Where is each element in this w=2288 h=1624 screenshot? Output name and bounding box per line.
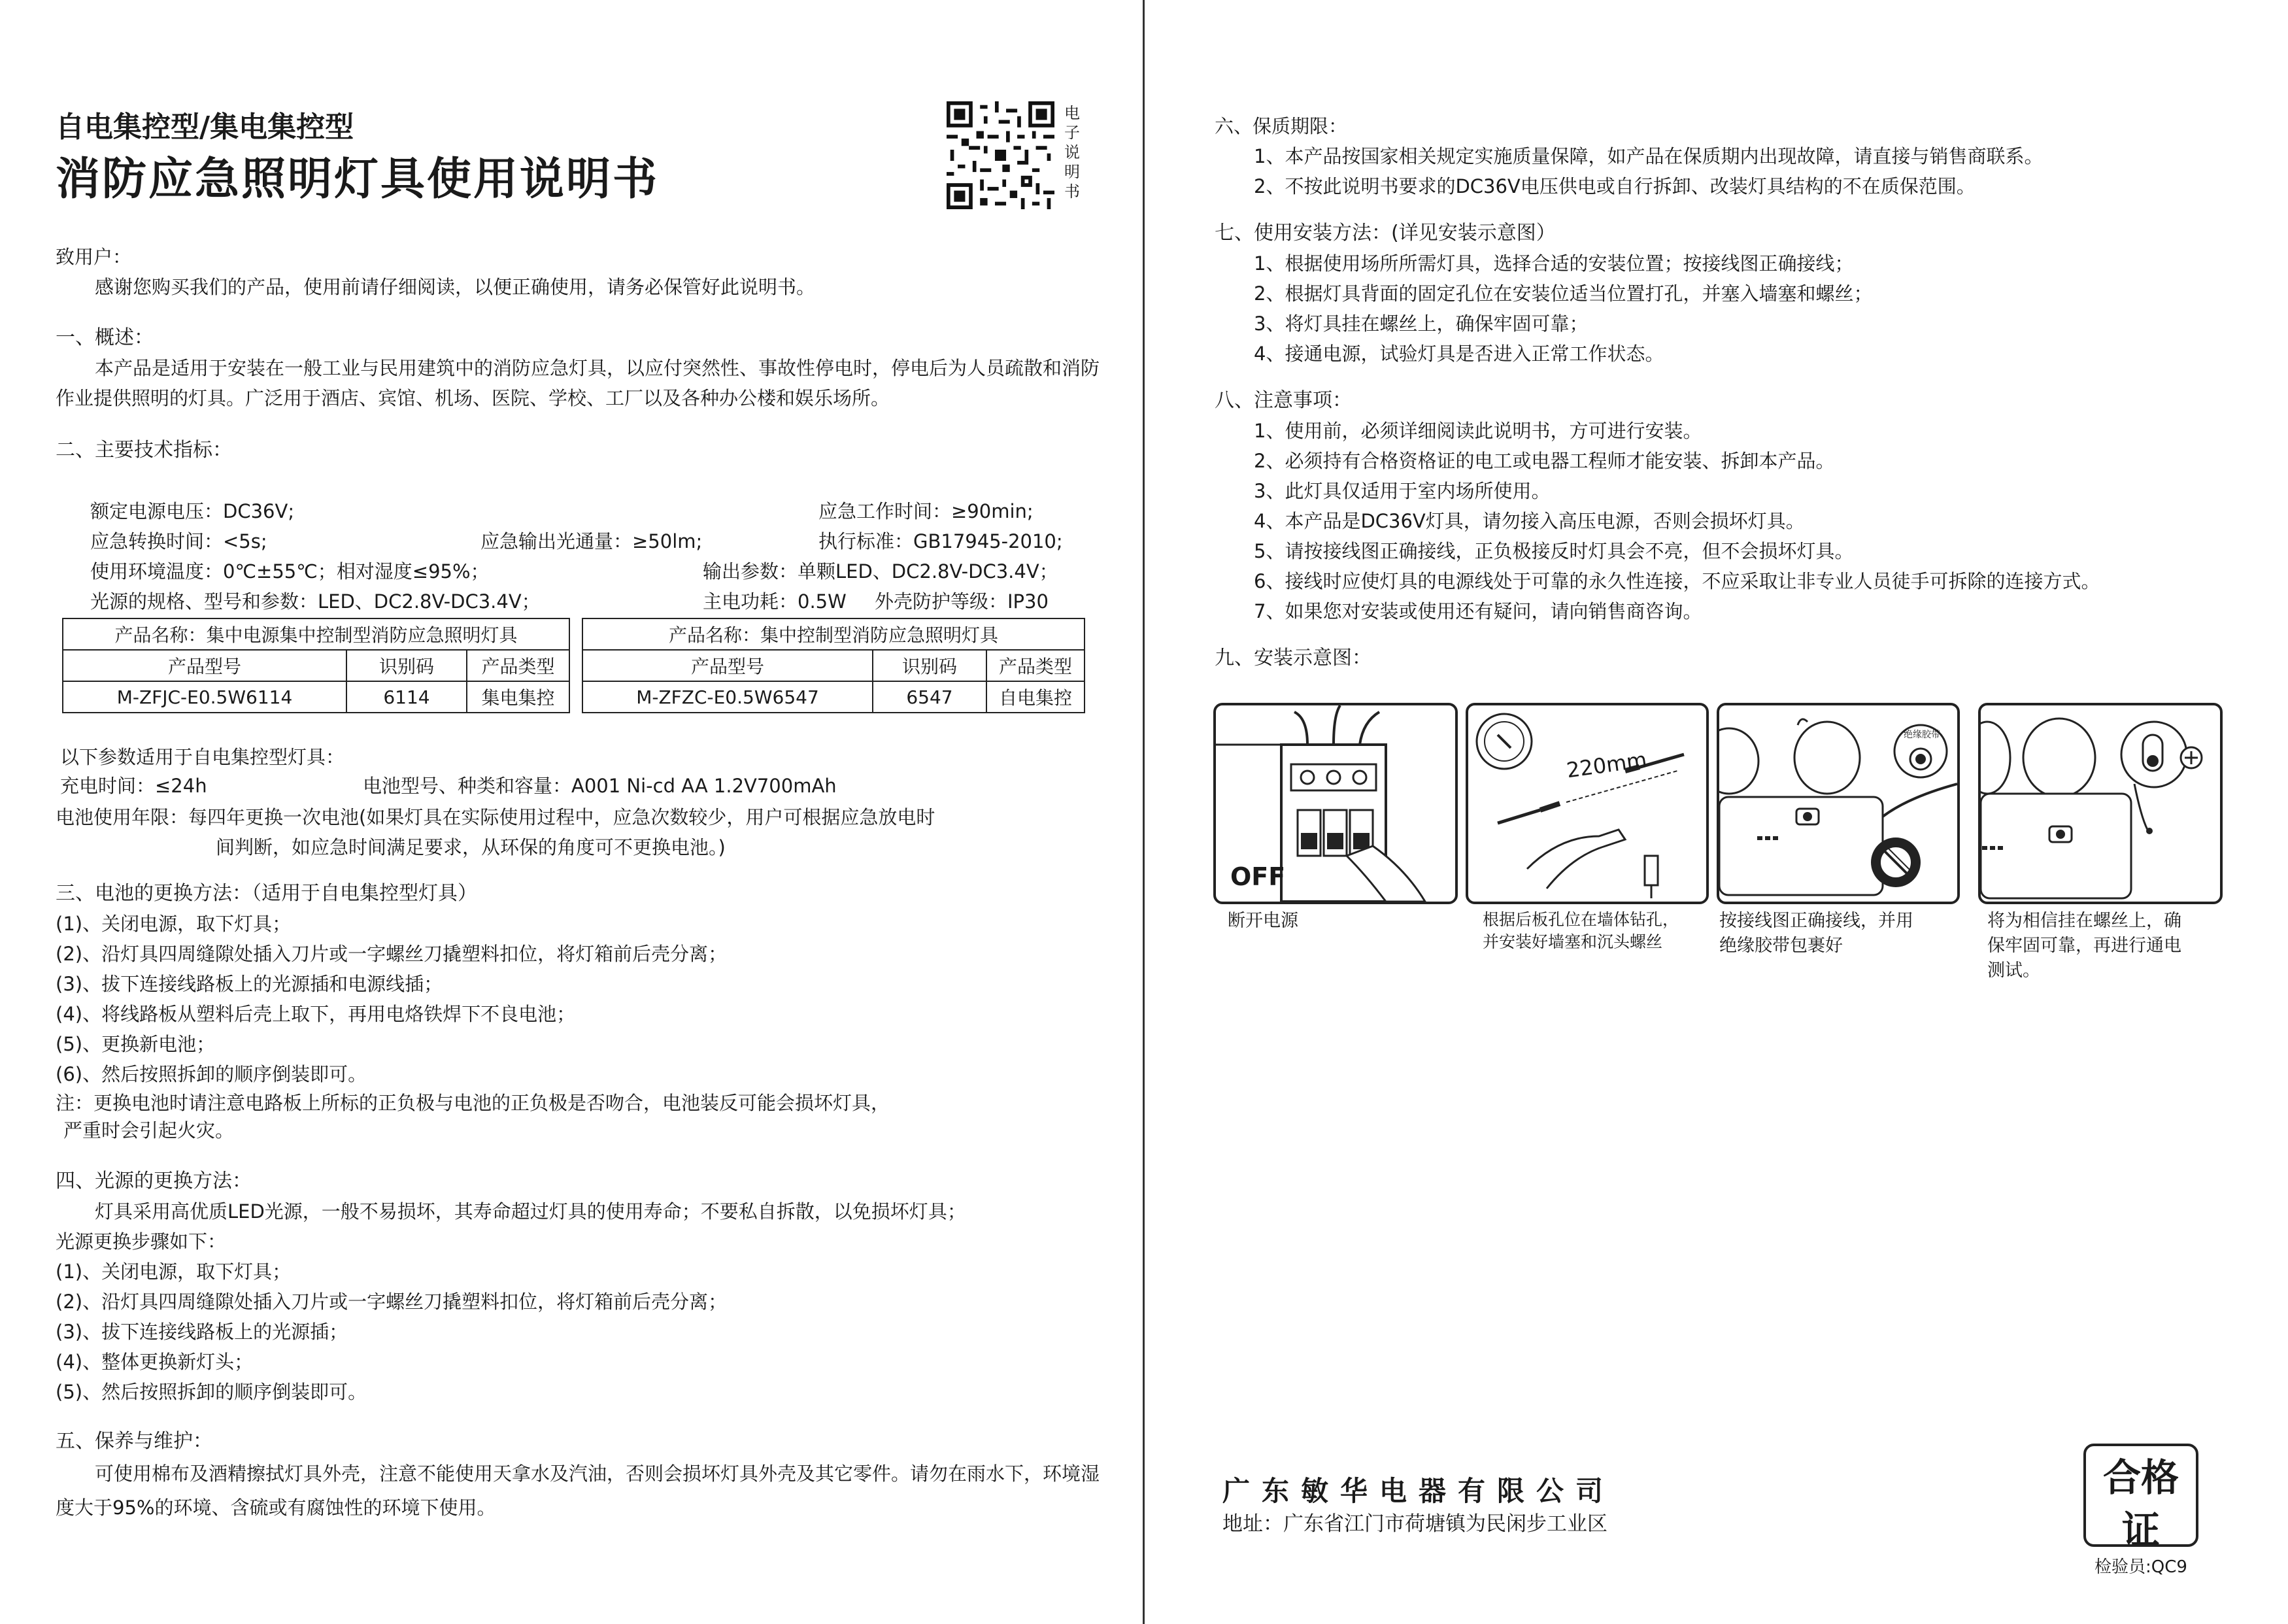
page-divider [1143,0,1145,1624]
list-item: (3)、拔下连接线路板上的光源插和电源线插； [56,973,443,995]
section-1-text: 本产品是适用于安装在一般工业与民用建筑中的消防应急灯具，以应付突然性、事故性停电时，停电后为人员疏散和消防作业提供照明的灯具。广泛用于酒店、宾馆、机场、医院、学校、工厂以及各种办公楼和娱乐场所。 [56,357,1100,409]
caption-line: 将为相信挂在螺丝上，确 [1987,911,2181,931]
install-step-1-caption: 断开电源 [1228,911,1298,931]
product-table-2 [582,618,1085,713]
list-item: 3、此灯具仅适用于室内场所使用。 [1254,480,1551,502]
section-4-heading: 四、光源的更换方法： [56,1170,252,1193]
caption-line: 根据后板孔位在墙体钻孔， [1483,910,1679,929]
product-table-1-title: 产品名称：集中电源集中控制型消防应急照明灯具 [63,618,569,650]
list-item: (1)、关闭电源，取下灯具； [56,1260,292,1283]
section-3-note-line-2: 严重时会引起火灾。 [63,1119,235,1142]
list-item: 4、接通电源，试验灯具是否进入正常工作状态。 [1254,343,1664,365]
product-table-2-title: 产品名称：集中控制型消防应急照明灯具 [582,618,1085,650]
caption-line: 绝缘胶带包裹好 [1719,936,1843,956]
company-address: 地址：广东省江门市荷塘镇为民闲步工业区 [1222,1512,1607,1536]
spec-luminous-flux: 应急输出光通量：≥50lm; [480,530,703,552]
list-item: (3)、拔下连接线路板上的光源插； [56,1321,348,1343]
list-item: 1、根据使用场所所需灯具，选择合适的安装位置；按接线图正确接线； [1254,252,1854,275]
product-table-1 [62,618,570,713]
list-item: 7、如果您对安装或使用还有疑问，请向销售商咨询。 [1254,600,1702,622]
list-item: (5)、更换新电池； [56,1033,216,1055]
table-header: 产品类型 [986,650,1085,681]
section-5-heading: 五、保养与维护： [56,1430,212,1453]
list-item: 2、必须持有合格资格证的电工或电器工程师才能安装、拆卸本产品。 [1254,450,1835,472]
section-8-heading: 八、注意事项： [1215,389,1352,412]
battery-life-line-1: 电池使用年限：每四年更换一次电池(如果灯具在实际使用过程中，应急次数较少，用户可根据应急放电时 [56,806,935,828]
table-header: 识别码 [346,650,467,681]
charge-time: 充电时间：≤24h [60,775,207,797]
list-item: 5、请按接线图正确接线，正负极接反时灯具会不亮，但不会损坏灯具。 [1254,540,1854,562]
list-item: 6、接线时应使灯具的电源线处于可靠的永久性连接，不应采取让非专业人员徒手可拆除的连接方式。 [1254,570,2100,592]
spec-environment: 使用环境温度：0℃±55℃；相对湿度≤95%； [90,560,490,583]
list-item: (2)、沿灯具四周缝隙处插入刀片或一字螺丝刀撬塑料扣位，将灯箱前后壳分离； [56,943,728,965]
list-item: (1)、关闭电源，取下灯具； [56,913,292,935]
section-1-heading: 一、概述： [56,326,154,349]
install-step-4-caption [1987,909,2181,983]
table-cell: M-ZFJC-E0.5W6114 [63,681,346,713]
list-item: (6)、然后按照拆卸的顺序倒装即可。 [56,1063,367,1085]
table-header: 识别码 [873,650,986,681]
greeting-text: 感谢您购买我们的产品，使用前请仔细阅读，以便正确使用，请务必保管好此说明书。 [95,276,816,298]
battery-type: 电池型号、种类和容量：A001 Ni-cd AA 1.2V700mAh [363,775,837,797]
list-item: 3、将灯具挂在螺丝上，确保牢固可靠； [1254,313,1589,335]
spec-output: 输出参数：单颗LED、DC2.8V-DC3.4V； [703,560,1058,583]
tape-label: 绝缘胶带 [1904,730,1940,740]
section-3-heading: 三、电池的更换方法：（适用于自电集控型灯具） [56,882,477,905]
list-item: 2、根据灯具背面的固定孔位在安装位适当位置打孔，并塞入墙塞和螺丝； [1254,282,1873,305]
spec-power: 主电功耗：0.5W [703,590,847,613]
certificate-title: 合格证 [2102,1455,2179,1552]
battery-life-line-2: 间判断，如应急时间满足要求，从环保的角度可不更换电池。) [216,836,726,858]
section-6-heading: 六、保质期限： [1215,115,1348,137]
list-item: (4)、整体更换新灯头； [56,1351,254,1373]
caption-line: 按接线图正确接线，并用 [1719,911,1913,931]
qr-code-icon [947,101,1054,209]
spec-switch-time: 应急转换时间：<5s; [90,530,267,552]
greeting: 致用户： [56,246,132,268]
section-5-text: 可使用棉布及酒精擦拭灯具外壳，注意不能使用天拿水及汽油，否则会损坏灯具外壳及其它零件。请勿在雨水下，环境湿度大于95%的环境、含硫或有腐蚀性的环境下使用。 [56,1463,1100,1519]
install-step-3-illustration [1717,703,1960,904]
list-item: (2)、沿灯具四周缝隙处插入刀片或一字螺丝刀撬塑料扣位，将灯箱前后壳分离； [56,1291,728,1313]
section-7-heading: 七、使用安装方法：(详见安装示意图） [1215,222,1556,245]
table-cell: 6114 [346,681,467,713]
list-item: 1、本产品按国家相关规定实施质量保障，如产品在保质期内出现故障，请直接与销售商联系。 [1254,145,2044,167]
table-header: 产品型号 [582,650,873,681]
caption-line: 并安装好墙塞和沉头螺丝 [1483,932,1663,951]
list-item: (5)、然后按照拆卸的顺序倒装即可。 [56,1381,367,1403]
table-cell: 6547 [873,681,986,713]
off-label: OFF [1230,862,1286,891]
install-step-4-illustration [1978,703,2223,904]
spec-protection: 外壳防护等级：IP30 [875,590,1049,613]
table-cell: 自电集控 [986,681,1085,713]
spec-emergency-time: 应急工作时间：≥90min; [818,500,1034,522]
section-4-text: 灯具采用高优质LED光源，一般不易损坏，其寿命超过灯具的使用寿命；不要私自拆散，以免损坏灯具； [95,1200,966,1223]
spec-rated-voltage: 额定电源电压：DC36V; [90,500,295,522]
qualification-certificate-badge [2083,1444,2198,1577]
manual-subtitle: 自电集控型/集电集控型 [56,110,354,144]
section-4-text-2: 光源更换步骤如下： [56,1230,227,1253]
company-name: 广东敏华电器有限公司 [1222,1475,1615,1507]
list-item: 4、本产品是DC36V灯具，请勿接入高压电源，否则会损坏灯具。 [1254,510,1805,532]
caption-line: 保牢固可靠，再进行通电 [1987,936,2181,956]
spec-light-source: 光源的规格、型号和参数：LED、DC2.8V-DC3.4V； [90,590,541,613]
install-step-3-caption [1719,909,1913,958]
spec-standard: 执行标准：GB17945-2010; [818,530,1063,552]
install-step-1-illustration [1213,703,1458,904]
table-cell: M-ZFZC-E0.5W6547 [582,681,873,713]
caption-line: 测试。 [1987,960,2040,981]
section-9-heading: 九、安装示意图： [1215,647,1371,669]
distance-label: 220mm [1564,747,1649,783]
list-item: (4)、将线路板从塑料后壳上取下，再用电烙铁焊下不良电池； [56,1003,576,1025]
table-header: 产品类型 [467,650,569,681]
qr-label: 电子说明书 [1064,104,1080,201]
section-2-heading: 二、主要技术指标： [56,439,232,462]
battery-intro: 以下参数适用于自电集控型灯具： [60,746,345,768]
manual-title: 消防应急照明灯具使用说明书 [56,154,660,205]
list-item: 1、使用前，必须详细阅读此说明书，方可进行安装。 [1254,420,1702,442]
table-header: 产品型号 [63,650,346,681]
install-step-2-illustration [1466,703,1709,904]
certificate-inspector: 检验员:QC9 [2095,1557,2187,1577]
list-item: 2、不按此说明书要求的DC36V电压供电或自行拆卸、改装灯具结构的不在质保范围。 [1254,175,1976,197]
table-cell: 集电集控 [467,681,569,713]
install-step-2-caption [1483,909,1679,953]
section-3-note-line-1: 注：更换电池时请注意电路板上所标的正负极与电池的正负极是否吻合，电池装反可能会损坏灯具， [56,1092,890,1114]
